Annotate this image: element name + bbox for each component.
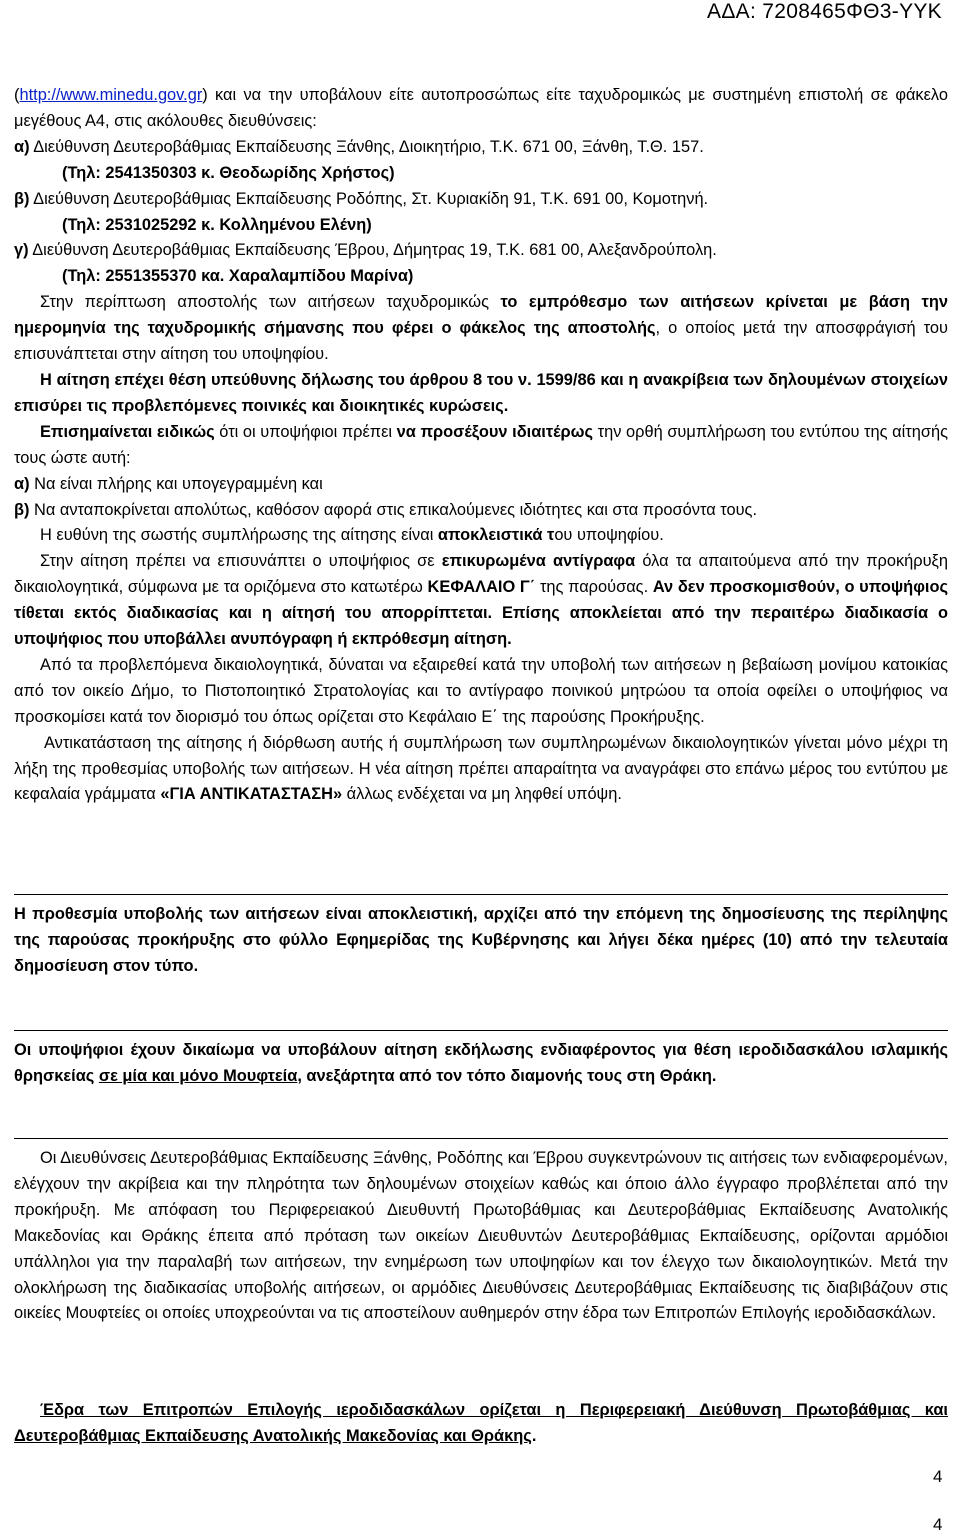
attachments-paragraph: Στην αίτηση πρέπει να επισυνάπτει ο υποψήφιος σε επικυρωμένα αντίγραφα όλα τα απαιτούμενα από την προκήρυξη δικαιολογητικά, σύμφωνα με τα οριζόμενα στο κατωτέρω ΚΕΦΑΛΑΙΟ Γ΄ της παρούσας. Αν δεν προσκομισθούν, ο υποψήφιος τίθεται εκτός διαδικασίας και η αίτησή του απορρίπτεται. Επίσης αποκλείεται από την περαιτέρω διαδικασία ο υποψήφιος που υποβάλλει ανυπόγραφη ή εκπρόθεσμη αίτηση. [14,552,949,649]
address-a-contact: (Τηλ: 2541350303 κ. Θεοδωρίδης Χρήστος) [62,163,395,182]
requirement-b: β) Να ανταποκρίνεται απολύτως, καθόσον αφορά στις επικαλούμενες ιδιότητες και στα προσόντα τους. [14,500,758,519]
requirement-a: α) Να είναι πλήρης και υπογεγραμμένη και [14,474,323,493]
replacement-paragraph: Αντικατάσταση της αίτησης ή διόρθωση αυτής ή συμπλήρωση των συμπληρωμένων δικαιολογητικών γίνεται μόνο μέχρι τη λήξη της προθεσμίας υποβολής των αιτήσεων. Η νέα αίτηση πρέπει απαραίτητα να αναγράφει στο επάνω μέρος του εντύπου με κεφαλαία γράμματα «ΓΙΑ ΑΝΤΙΚΑΤΑΣΤΑΣΗ» άλλως ενδέχεται να μη ληφθεί υπόψη. [14,733,948,804]
single-mufti-emphasis: σε μία και μόνο Μουφτεία [98,1066,298,1085]
document-page [14,83,949,1445]
declaration-paragraph: Η αίτηση επέχει θέση υπεύθυνης δήλωσης του άρθρου 8 του ν. 1599/86 και η ανακρίβεια των δηλουμένων στοιχείων επισύρει τις προβλεπόμενες ποινικές και διοικητικές κυρώσεις. [14,370,948,415]
ada-code: ΑΔΑ: 7208465ΦΘ3-ΥΥΚ [707,0,942,23]
postal-paragraph: Στην περίπτωση αποστολής των αιτήσεων ταχυδρομικώς το εμπρόθεσμο των αιτήσεων κρίνεται με βάση την ημερομηνία της ταχυδρομικής σήμανσης που φέρει ο φάκελος της αποστολής, ο οποίος μετά την αποσφράγισή του επισυνάπτεται στην αίτηση του υποψηφίου. [14,293,949,364]
exemption-paragraph: Από τα προβλεπόμενα δικαιολογητικά, δύναται να εξαιρεθεί κατά την υποβολή των αιτήσεων η βεβαίωση μονίμου κατοικίας από τον οικείο Δήμο, το Πιστοποιητικό Στρατολογίας και το αντίγραφο ποινικού μητρώου τα οποία οφείλει ο υποψήφιος να προσκομίσει κατά τον διορισμό του όπως ορίζεται στο Κεφάλαιο Ε΄ της παρούσης Προκήρυξης. [14,655,948,726]
address-c-contact: (Τηλ: 2551355370 κα. Χαραλαμπίδου Μαρίνα) [62,267,414,286]
address-b: β) Διεύθυνση Δευτεροβάθμιας Εκπαίδευσης Ροδόπης, Στ. Κυριακίδη 91, Τ.Κ. 691 00, Κομοτηνή. [14,189,709,208]
seat-section [14,1398,948,1450]
address-c: γ) Διεύθυνση Δευτεροβάθμιας Εκπαίδευσης Έβρου, Δήμητρας 19, Τ.Κ. 681 00, Αλεξανδρούπολη. [14,241,717,260]
deadline-text: Η προθεσμία υποβολής των αιτήσεων είναι αποκλειστική, αρχίζει από την επόμενη της δημοσίευσης της περίληψης της παρούσας προκήρυξης στο φύλλο Εφημερίδας της Κυβέρνησης και λήγει δέκα ημέρες (10) από την τελευταία δημοσίευση στον τύπο. [14,905,948,975]
deadline-box [14,894,948,980]
rights-text: Οι υποψήφιοι έχουν δικαίωμα να υποβάλουν αίτηση εκδήλωσης ενδιαφέροντος για θέση ιεροδιδασκάλου ισλαμικής θρησκείας σε μία και μόνο Μουφτεία, ανεξάρτητα από τον τόπο διαμονής τους στη Θράκη. [14,1041,948,1085]
directorates-section [14,1138,948,1327]
seat-text: Έδρα των Επιτροπών Επιλογής ιεροδιδασκάλων ορίζεται η Περιφερειακή Διεύθυνση Πρωτοβάθμιας και Δευτεροβάθμιας Εκπαίδευσης Ανατολικής Μακεδονίας και Θράκης. [14,1401,948,1445]
responsibility-paragraph: Η ευθύνη της σωστής συμπλήρωσης της αίτησης είναι αποκλειστικά του υποψηφίου. [40,526,664,545]
page-number: 4 [933,1467,943,1486]
ministry-link[interactable]: http://www.minedu.gov.gr [19,86,203,104]
address-intro: (http://www.minedu.gov.gr) και να την υποβάλουν είτε αυτοπροσώπως είτε ταχυδρομικώς με συστημένη επιστολή σε φάκελο μεγέθους Α4, στις ακόλουθες διευθύνσεις: [14,86,948,130]
directorates-text: Οι Διευθύνσεις Δευτεροβάθμιας Εκπαίδευσης Ξάνθης, Ροδόπης και Έβρου συγκεντρώνουν τις αιτήσεις των ενδιαφερομένων, ελέγχουν την ακρίβεια και την πληρότητα των δηλουμένων στοιχείων καθώς και όποιο άλλο έγγραφο προβλέπεται από την προκήρυξη. Με απόφαση του Περιφερειακού Διευθυντή Πρωτοβάθμιας και Δευτεροβάθμιας Εκπαίδευσης Ανατολικής Μακεδονίας και Θράκης έπειτα από πρόταση των οικείων Διευθυντών Δευτεροβάθμιας Εκπαίδευσης, ορίζονται αρμόδιοι υπάλληλοι για την παραλαβή των αιτήσεων, την ενημέρωση των υποψηφίων και τον έλεγχο των δικαιολογητικών. Μετά την ολοκλήρωση της διαδικασίας υποβολής αιτήσεων, οι αρμόδιες Διευθύνσεις Δευτεροβάθμιας Εκπαίδευσης τις διαβιβάζουν στις οικείες Μουφτείες οι οποίες υποχρεούνται να τις αποστείλουν αυθημερόν στην έδρα των Επιτροπών Επιλογής ιεροδιδασκάλων. [14,1149,948,1323]
attention-paragraph: Επισημαίνεται ειδικώς ότι οι υποψήφιοι πρέπει να προσέξουν ιδιαιτέρως την ορθή συμπλήρωση του εντύπου της αίτησής τους ώστε αυτή: [14,422,948,467]
address-a: α) Διεύθυνση Δευτεροβάθμιας Εκπαίδευσης Ξάνθης, Διοικητήριο, Τ.Κ. 671 00, Ξάνθη, Τ.Θ. 157. [14,137,704,156]
rights-box [14,1030,948,1090]
address-b-contact: (Τηλ: 2531025292 κ. Κολλημένου Ελένη) [62,215,372,234]
page-number-bottom: 4 [933,1515,943,1534]
